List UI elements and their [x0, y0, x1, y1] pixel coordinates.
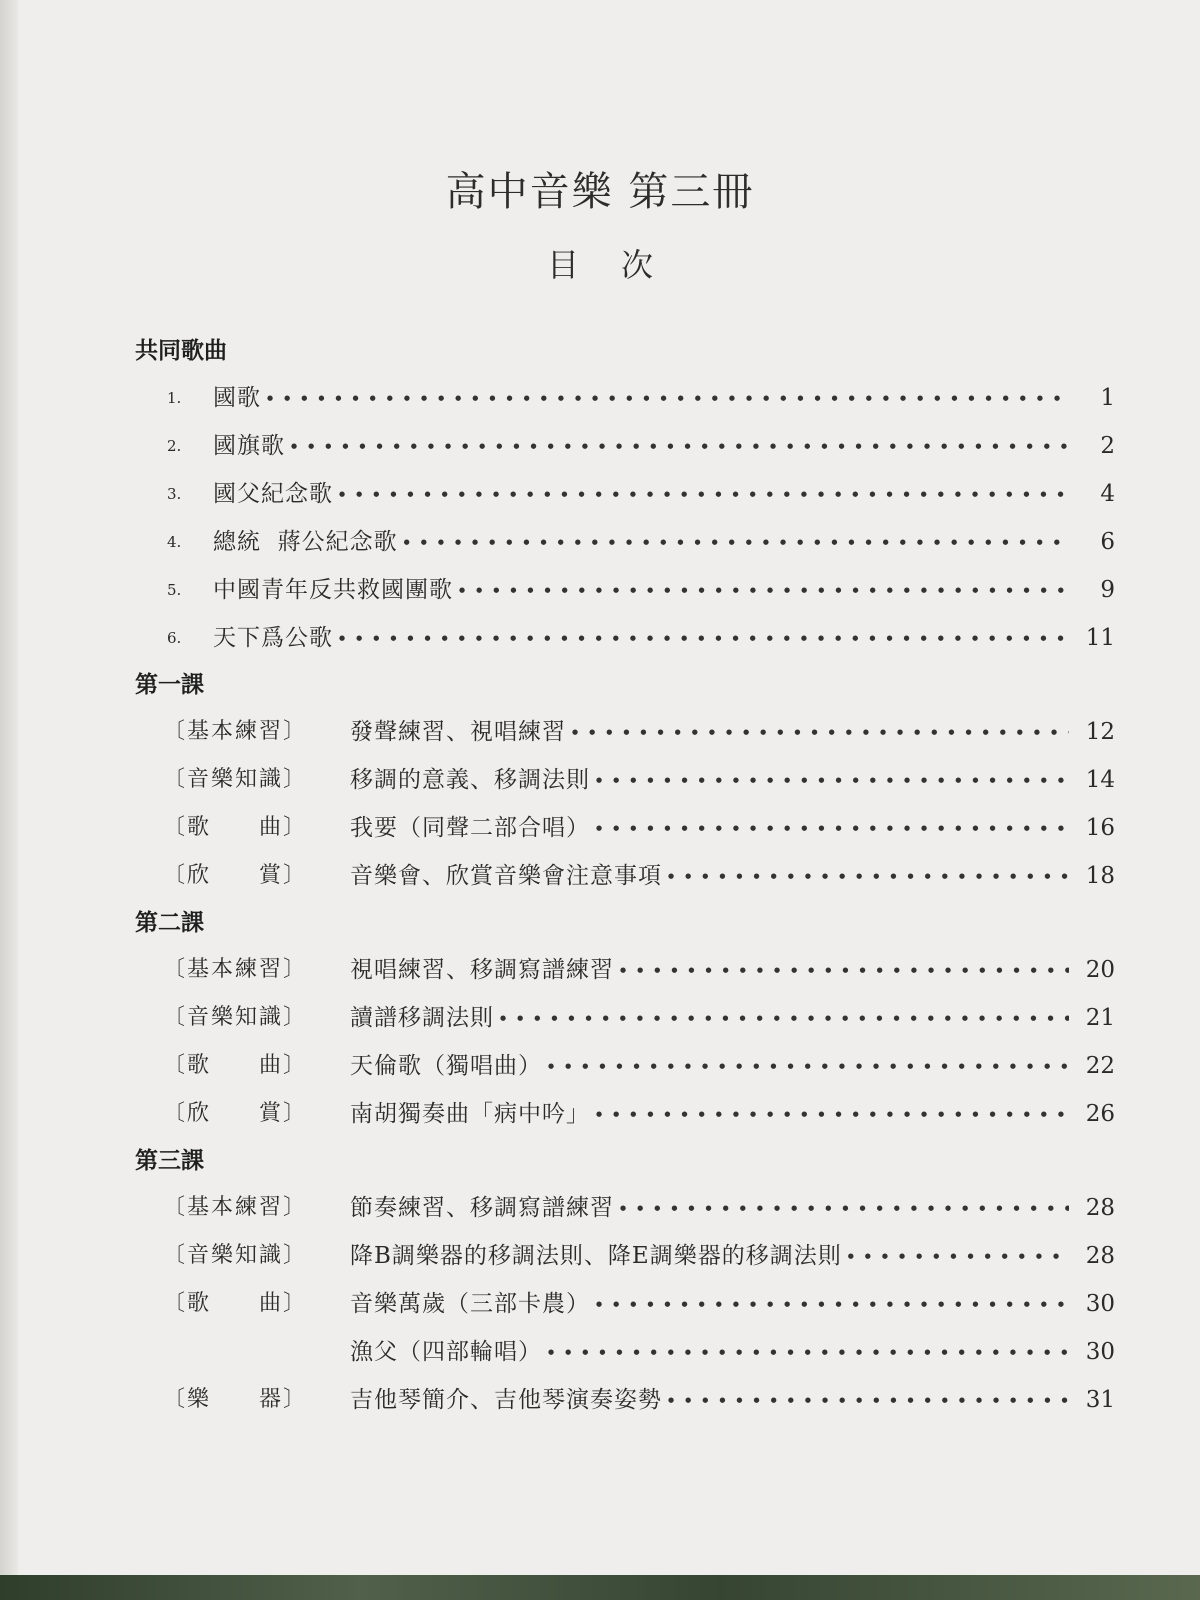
entry-page: 21	[1085, 1005, 1115, 1031]
toc-heading: 目次	[546, 246, 695, 284]
toc-entry	[135, 1376, 1115, 1424]
entry-number: 6.	[167, 629, 182, 647]
dot-leader	[596, 1280, 1069, 1329]
entry-category: 〔歌 曲〕	[163, 815, 308, 840]
entry-category: 〔歌 曲〕	[163, 1053, 308, 1078]
toc-entry	[135, 708, 1115, 756]
toc-entry	[135, 1328, 1115, 1376]
section-heading-lesson-3: 第三課	[135, 1148, 204, 1174]
toc-entry	[135, 422, 1115, 470]
entry-category: 〔基本練習〕	[163, 957, 308, 982]
entry-number: 3.	[167, 485, 182, 503]
table-of-contents	[135, 328, 1115, 1424]
dot-leader	[596, 756, 1069, 805]
entry-title: 總統 蔣公紀念歌	[213, 529, 398, 555]
dot-leader	[267, 374, 1069, 423]
entry-category: 〔歌 曲〕	[163, 1291, 308, 1316]
entry-page: 31	[1085, 1387, 1115, 1413]
entry-page: 12	[1085, 719, 1115, 745]
entry-page: 11	[1085, 625, 1115, 651]
dot-leader	[668, 1376, 1069, 1425]
toc-entry	[135, 852, 1115, 900]
entry-page: 2	[1100, 433, 1115, 459]
entry-title: 中國青年反共救國團歌	[213, 577, 453, 603]
entry-title: 漁父（四部輪唱）	[350, 1339, 542, 1365]
entry-number: 2.	[167, 437, 182, 455]
entry-title: 降B調樂器的移調法則、降E調樂器的移調法則	[350, 1243, 842, 1269]
entry-category: 〔欣 賞〕	[163, 1101, 308, 1126]
page-spine-shadow	[0, 0, 18, 1575]
entry-page: 30	[1085, 1291, 1115, 1317]
entry-page: 28	[1085, 1195, 1115, 1221]
entry-page: 1	[1100, 385, 1115, 411]
entry-number: 5.	[167, 581, 182, 599]
section-heading-lesson-1: 第一課	[135, 672, 204, 698]
entry-number: 1.	[167, 389, 182, 407]
dot-leader	[291, 422, 1069, 471]
entry-page: 30	[1085, 1339, 1115, 1365]
entry-category: 〔音樂知識〕	[163, 767, 308, 792]
entry-title: 我要（同聲二部合唱）	[350, 815, 590, 841]
section-heading-common-songs: 共同歌曲	[135, 338, 227, 364]
toc-entry	[135, 518, 1115, 566]
entry-page: 26	[1085, 1101, 1115, 1127]
entry-category: 〔欣 賞〕	[163, 863, 308, 888]
entry-page: 9	[1100, 577, 1115, 603]
dot-leader	[572, 708, 1069, 757]
dot-leader	[339, 614, 1069, 663]
toc-entry	[135, 804, 1115, 852]
entry-page: 6	[1100, 529, 1115, 555]
dot-leader	[339, 470, 1069, 519]
entry-page: 4	[1100, 481, 1115, 507]
toc-entry	[135, 1280, 1115, 1328]
dot-leader	[548, 1042, 1069, 1091]
dot-leader	[620, 1184, 1069, 1233]
entry-title: 節奏練習、移調寫譜練習	[350, 1195, 614, 1221]
entry-page: 18	[1085, 863, 1115, 889]
toc-entry	[135, 994, 1115, 1042]
dot-leader	[548, 1328, 1069, 1377]
book-title: 高中音樂 第三冊	[445, 169, 755, 215]
entry-title: 國歌	[213, 385, 261, 411]
dot-leader	[500, 994, 1069, 1043]
entry-category: 〔音樂知識〕	[163, 1243, 308, 1268]
entry-category: 〔樂 器〕	[163, 1387, 308, 1412]
entry-page: 14	[1085, 767, 1115, 793]
toc-entry	[135, 374, 1115, 422]
entry-title: 吉他琴簡介、吉他琴演奏姿勢	[350, 1387, 662, 1413]
entry-page: 16	[1085, 815, 1115, 841]
toc-entry	[135, 470, 1115, 518]
dot-leader	[404, 518, 1069, 567]
entry-category: 〔音樂知識〕	[163, 1005, 308, 1030]
dot-leader	[620, 946, 1069, 995]
entry-title: 音樂萬歲（三部卡農）	[350, 1291, 590, 1317]
entry-title: 音樂會、欣賞音樂會注意事項	[350, 863, 662, 889]
entry-page: 22	[1085, 1053, 1115, 1079]
dot-leader	[596, 804, 1069, 853]
toc-entry	[135, 1232, 1115, 1280]
entry-title: 國父紀念歌	[213, 481, 333, 507]
entry-title: 天倫歌（獨唱曲）	[350, 1053, 542, 1079]
entry-category: 〔基本練習〕	[163, 1195, 308, 1220]
entry-title: 視唱練習、移調寫譜練習	[350, 957, 614, 983]
toc-entry	[135, 1090, 1115, 1138]
toc-entry	[135, 756, 1115, 804]
entry-category: 〔基本練習〕	[163, 719, 308, 744]
entry-title: 國旗歌	[213, 433, 285, 459]
entry-title: 讀譜移調法則	[350, 1005, 494, 1031]
background-surface	[0, 1575, 1200, 1600]
entry-number: 4.	[167, 533, 182, 551]
entry-title: 天下爲公歌	[213, 625, 333, 651]
entry-title: 南胡獨奏曲「病中吟」	[350, 1101, 590, 1127]
entry-page: 28	[1085, 1243, 1115, 1269]
dot-leader	[848, 1232, 1069, 1281]
section-heading-lesson-2: 第二課	[135, 910, 204, 936]
dot-leader	[459, 566, 1069, 615]
dot-leader	[668, 852, 1069, 901]
toc-entry	[135, 566, 1115, 614]
toc-entry	[135, 1042, 1115, 1090]
toc-entry	[135, 614, 1115, 662]
entry-page: 20	[1085, 957, 1115, 983]
dot-leader	[596, 1090, 1069, 1139]
entry-title: 發聲練習、視唱練習	[350, 719, 566, 745]
toc-entry	[135, 946, 1115, 994]
toc-entry	[135, 1184, 1115, 1232]
entry-title: 移調的意義、移調法則	[350, 767, 590, 793]
